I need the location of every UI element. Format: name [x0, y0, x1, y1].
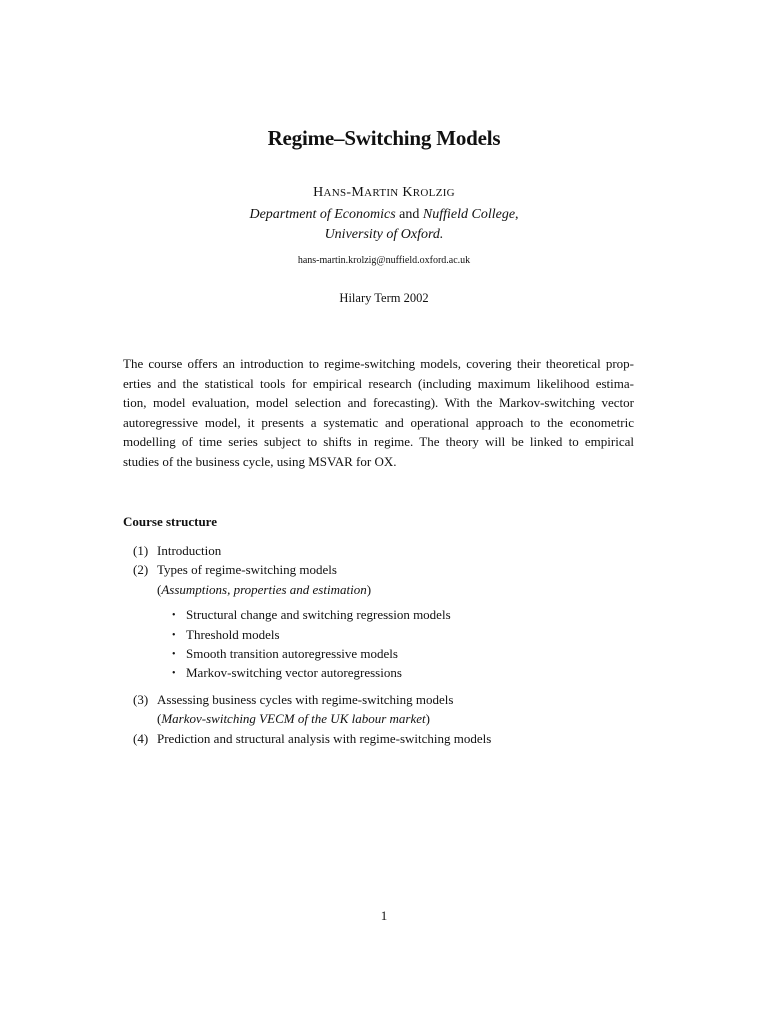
list-item-2 — [133, 562, 337, 578]
email-address: hans-martin.krolzig@nuffield.oxford.ac.uk — [297, 255, 471, 266]
list-item-3-note — [157, 711, 430, 727]
list-item-number: (1) — [133, 543, 149, 558]
abstract-line: autoregressive model, it presents a systematic and operational approach to the econometric — [123, 414, 634, 430]
abstract-line: erties and the statistical tools for empirical research (including maximum likelihood estima- — [123, 375, 634, 391]
list-item-number: (2) — [133, 562, 149, 577]
list-item-text: Assessing business cycles with regime-switching models — [157, 692, 454, 707]
university: University of Oxford. — [324, 227, 444, 242]
author-name — [0, 185, 768, 201]
bullet-item — [172, 646, 398, 662]
abstract-line: tion, model evaluation, model selection and forecasting). With the Markov-switching vector — [123, 395, 634, 410]
list-item-number: (4) — [133, 731, 149, 746]
bullet-text: Smooth transition autoregressive models — [186, 646, 398, 661]
bullet-item — [172, 607, 451, 623]
page-number: 1 — [380, 908, 388, 923]
affiliation-line-2 — [0, 225, 768, 245]
bullet-icon: • — [172, 649, 176, 660]
author-hyphen: - — [346, 185, 352, 200]
bullet-icon: • — [172, 630, 176, 641]
bullet-icon: • — [172, 668, 176, 679]
author-mid-rest: ARTIN — [364, 187, 399, 199]
section-heading-course-structure: Course structure — [123, 514, 217, 529]
list-item-3 — [133, 692, 453, 708]
list-item-number: (3) — [133, 692, 149, 707]
affiliation-line-1 — [0, 205, 768, 225]
paren-close: ) — [366, 582, 372, 597]
abstract-line: The course offers an introduction to regime-switching models, covering their theoretical prop- — [123, 356, 634, 371]
author-initial-h: H — [313, 185, 324, 200]
author-first-rest: ANS — [323, 187, 347, 199]
abstract-paragraph — [123, 354, 634, 471]
note-text: Markov-switching VECM of the UK labour market — [161, 711, 426, 726]
author-initial-k: K — [402, 185, 413, 200]
author-initial-m: M — [351, 185, 365, 200]
bullet-item — [172, 627, 280, 643]
list-item-1 — [133, 543, 221, 559]
paren-open: ( — [157, 582, 162, 597]
department: Department of Economics — [249, 207, 396, 222]
document-title: Regime–Switching Models — [267, 126, 501, 150]
bullet-icon: • — [172, 610, 176, 621]
bullet-text: Structural change and switching regression models — [186, 607, 451, 622]
list-item-text: Introduction — [157, 543, 222, 558]
list-item-4 — [133, 731, 491, 747]
bullet-text: Threshold models — [186, 627, 280, 642]
list-item-text: Prediction and structural analysis with regime-switching models — [157, 731, 492, 746]
term-date: Hilary Term 2002 — [339, 291, 429, 305]
paren-open: ( — [157, 711, 162, 726]
affiliation — [0, 205, 768, 245]
author-last-rest: ROLZIG — [412, 187, 455, 199]
abstract-line: modelling of time series subject to shifts in regime. The theory will be linked to empirical — [123, 434, 634, 449]
paren-close: ) — [425, 711, 430, 726]
bullet-item — [172, 665, 402, 681]
abstract-line: studies of the business cycle, using MSVAR for OX. — [123, 453, 397, 469]
affiliation-and: and — [395, 207, 423, 222]
affiliation-comma: , — [515, 207, 519, 222]
list-item-text: Types of regime-switching models — [157, 562, 337, 577]
note-text: Assumptions, properties and estimation — [161, 582, 367, 597]
bullet-text: Markov-switching vector autoregressions — [186, 665, 402, 680]
list-item-2-note — [157, 582, 371, 598]
college: Nuffield College — [422, 207, 516, 222]
